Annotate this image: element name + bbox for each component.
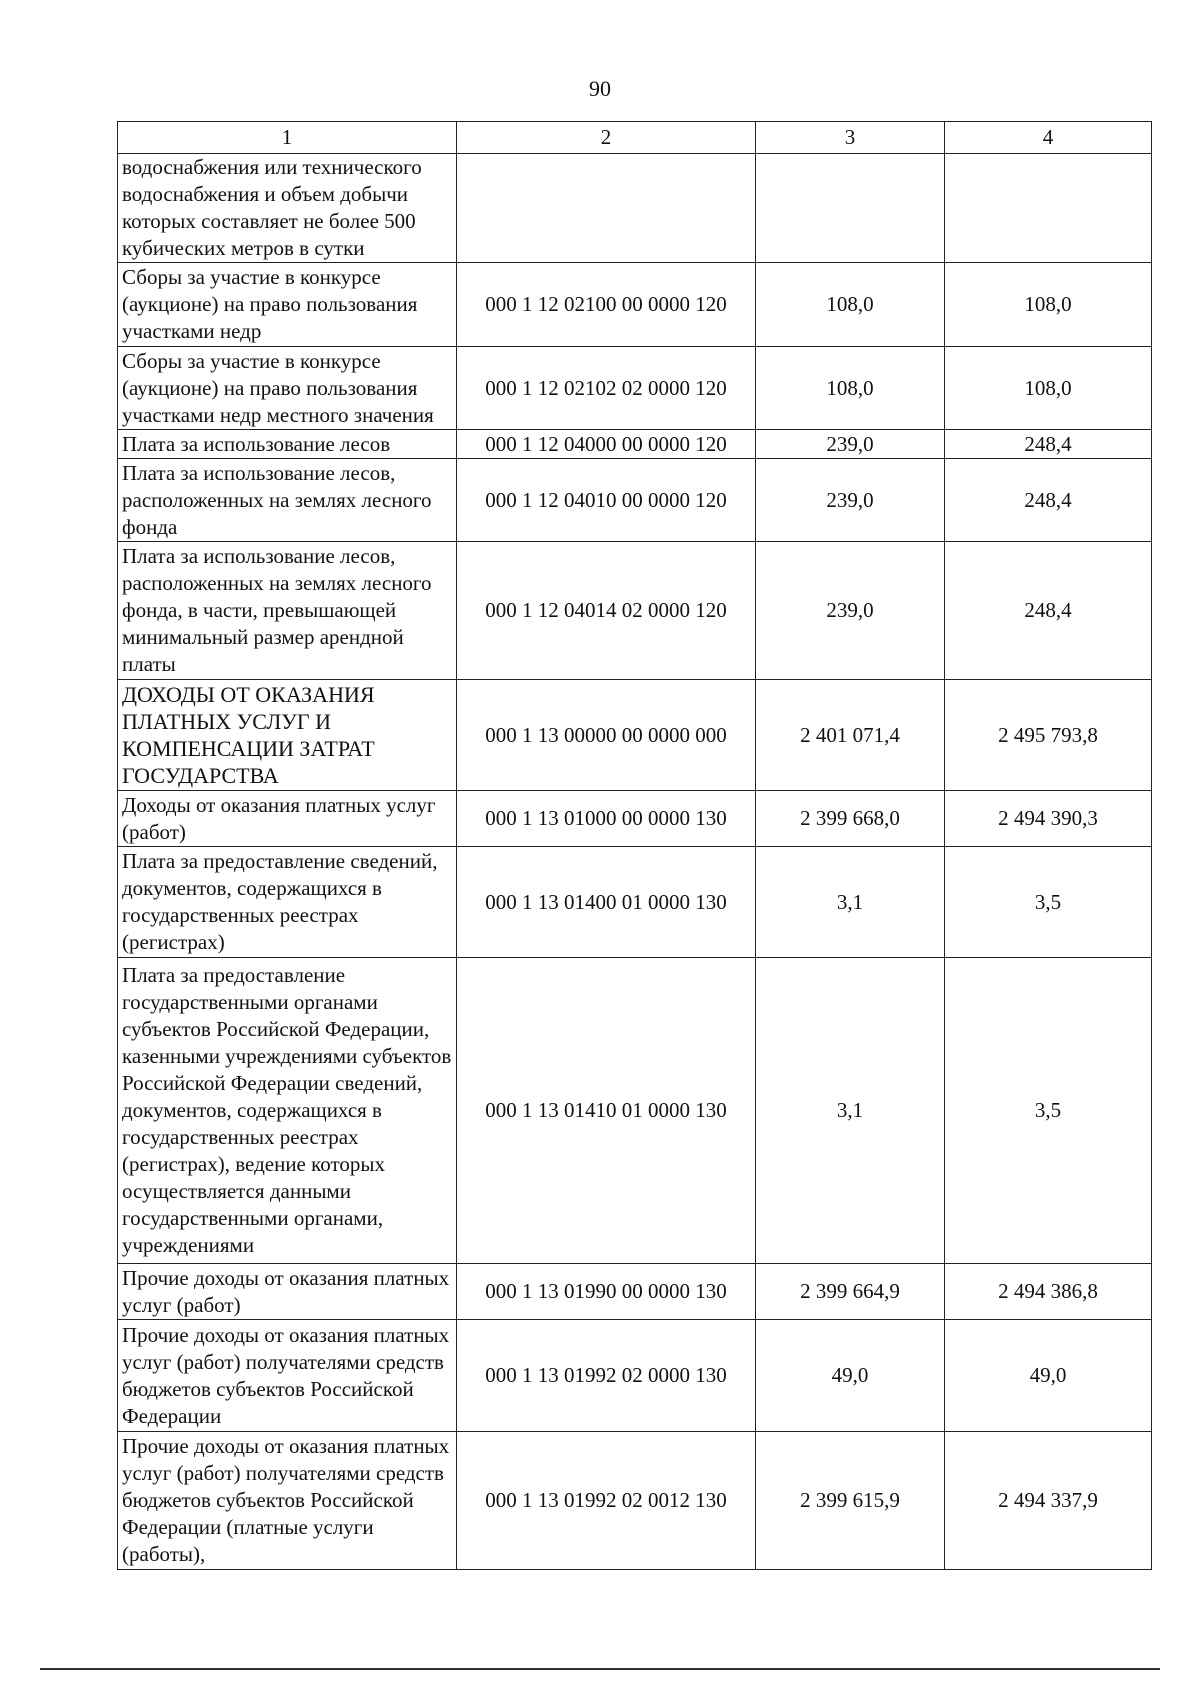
table-row xyxy=(118,1264,1152,1320)
column-header-3: 3 xyxy=(756,122,945,154)
amount-col4-cell: 2 494 390,3 xyxy=(945,791,1152,847)
budget-code-cell: 000 1 12 04000 00 0000 120 xyxy=(457,430,756,459)
amount-col4-cell: 2 495 793,8 xyxy=(945,680,1152,791)
table-row xyxy=(118,430,1152,459)
budget-code-cell: 000 1 12 02102 02 0000 120 xyxy=(457,347,756,430)
budget-code-cell: 000 1 13 01400 01 0000 130 xyxy=(457,847,756,958)
revenue-name-cell: Прочие доходы от оказания платных услуг (работ) xyxy=(118,1264,457,1320)
column-number-header-row xyxy=(118,122,1152,154)
budget-code-cell: 000 1 12 04014 02 0000 120 xyxy=(457,542,756,680)
page-bottom-divider xyxy=(40,1668,1160,1670)
budget-code-cell: 000 1 12 02100 00 0000 120 xyxy=(457,263,756,347)
budget-code-cell: 000 1 12 04010 00 0000 120 xyxy=(457,459,756,542)
amount-col4-cell: 248,4 xyxy=(945,542,1152,680)
table-row xyxy=(118,154,1152,263)
amount-col4-cell: 2 494 386,8 xyxy=(945,1264,1152,1320)
amount-col3-cell: 239,0 xyxy=(756,542,945,680)
amount-col3-cell: 49,0 xyxy=(756,1320,945,1432)
revenue-name-cell: Плата за использование лесов, расположенных на землях лесного фонда xyxy=(118,459,457,542)
budget-code-cell: 000 1 13 01000 00 0000 130 xyxy=(457,791,756,847)
budget-code-cell: 000 1 13 01992 02 0012 130 xyxy=(457,1432,756,1570)
amount-col4-cell: 49,0 xyxy=(945,1320,1152,1432)
budget-code-cell: 000 1 13 01990 00 0000 130 xyxy=(457,1264,756,1320)
amount-col4-cell: 3,5 xyxy=(945,847,1152,958)
revenue-name-cell: Плата за использование лесов xyxy=(118,430,457,459)
page-number: 90 xyxy=(589,76,611,101)
revenue-name-cell: Плата за предоставление сведений, документов, содержащихся в государственных реестрах (регистрах) xyxy=(118,847,457,958)
revenue-name-cell: Плата за предоставление государственными органами субъектов Российской Федерации, казенными учреждениями субъектов Российской Федерации сведений, документов, содержащихся в государственных реестрах (регистрах), ведение которых осуществляется данными государственными органами, учреждениями xyxy=(118,958,457,1264)
amount-col3-cell: 2 399 615,9 xyxy=(756,1432,945,1570)
table-row xyxy=(118,680,1152,791)
amount-col3-cell: 3,1 xyxy=(756,958,945,1264)
revenue-name-cell: Плата за использование лесов, расположенных на землях лесного фонда, в части, превышающей минимальный размер арендной платы xyxy=(118,542,457,680)
amount-col4-cell xyxy=(945,154,1152,263)
table-row xyxy=(118,459,1152,542)
amount-col4-cell: 108,0 xyxy=(945,347,1152,430)
amount-col3-cell: 108,0 xyxy=(756,263,945,347)
revenue-name-cell: ДОХОДЫ ОТ ОКАЗАНИЯ ПЛАТНЫХ УСЛУГ И КОМПЕНСАЦИИ ЗАТРАТ ГОСУДАРСТВА xyxy=(118,680,457,791)
amount-col3-cell: 239,0 xyxy=(756,430,945,459)
revenue-name-cell: Доходы от оказания платных услуг (работ) xyxy=(118,791,457,847)
budget-revenue-table xyxy=(117,121,1152,1570)
budget-code-cell xyxy=(457,154,756,263)
amount-col3-cell: 108,0 xyxy=(756,347,945,430)
revenue-name-cell: водоснабжения или технического водоснабжения и объем добычи которых составляет не более 500 кубических метров в сутки xyxy=(118,154,457,263)
column-header-2: 2 xyxy=(457,122,756,154)
table-row xyxy=(118,847,1152,958)
budget-code-cell: 000 1 13 01992 02 0000 130 xyxy=(457,1320,756,1432)
revenue-name-cell: Прочие доходы от оказания платных услуг (работ) получателями средств бюджетов субъектов Российской Федерации (платные услуги (работы), xyxy=(118,1432,457,1570)
table-row xyxy=(118,791,1152,847)
column-header-1: 1 xyxy=(118,122,457,154)
amount-col3-cell: 2 399 668,0 xyxy=(756,791,945,847)
table-row xyxy=(118,958,1152,1264)
budget-code-cell: 000 1 13 00000 00 0000 000 xyxy=(457,680,756,791)
amount-col4-cell: 3,5 xyxy=(945,958,1152,1264)
amount-col4-cell: 248,4 xyxy=(945,430,1152,459)
amount-col3-cell: 2 401 071,4 xyxy=(756,680,945,791)
table-row xyxy=(118,1432,1152,1570)
amount-col3-cell: 3,1 xyxy=(756,847,945,958)
table-row xyxy=(118,542,1152,680)
amount-col4-cell: 108,0 xyxy=(945,263,1152,347)
revenue-name-cell: Сборы за участие в конкурсе (аукционе) на право пользования участками недр xyxy=(118,263,457,347)
amount-col3-cell xyxy=(756,154,945,263)
amount-col4-cell: 2 494 337,9 xyxy=(945,1432,1152,1570)
budget-code-cell: 000 1 13 01410 01 0000 130 xyxy=(457,958,756,1264)
table-row xyxy=(118,263,1152,347)
revenue-name-cell: Прочие доходы от оказания платных услуг (работ) получателями средств бюджетов субъектов Российской Федерации xyxy=(118,1320,457,1432)
amount-col3-cell: 239,0 xyxy=(756,459,945,542)
table-row xyxy=(118,347,1152,430)
table-row xyxy=(118,1320,1152,1432)
column-header-4: 4 xyxy=(945,122,1152,154)
revenue-name-cell: Сборы за участие в конкурсе (аукционе) на право пользования участками недр местного значения xyxy=(118,347,457,430)
amount-col3-cell: 2 399 664,9 xyxy=(756,1264,945,1320)
amount-col4-cell: 248,4 xyxy=(945,459,1152,542)
